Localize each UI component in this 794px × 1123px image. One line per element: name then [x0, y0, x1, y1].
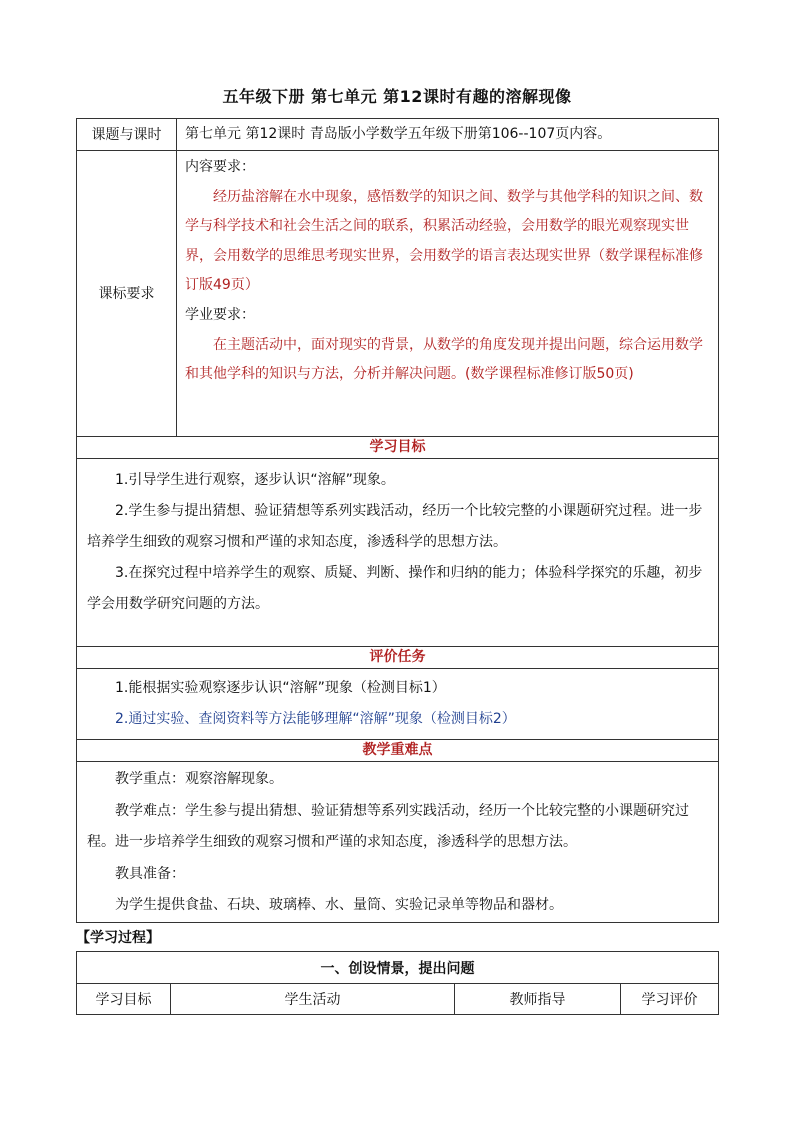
course-label: 课题与课时 — [91, 126, 162, 143]
evaluation-heading: 评价任务 — [77, 647, 719, 669]
key-points-cell — [77, 762, 719, 923]
key-points-row — [77, 762, 719, 923]
evaluation-item: 2.通过实验、查阅资料等方法能够理解“溶解”现象（检测目标2） — [115, 711, 516, 727]
course-label-cell — [77, 119, 177, 151]
standards-content-cell — [177, 151, 719, 437]
goals-heading-row — [77, 437, 719, 459]
learning-process-table — [76, 951, 719, 1015]
goals-heading: 学习目标 — [77, 437, 719, 459]
goals-row — [77, 459, 719, 647]
standards-label-cell — [77, 151, 177, 437]
evaluation-row — [77, 669, 719, 740]
process-section-row — [77, 952, 719, 984]
course-content-cell — [177, 119, 719, 151]
column-header: 学生活动 — [171, 984, 455, 1015]
process-section-title: 一、创设情景，提出问题 — [77, 952, 719, 984]
goal-item: 3.在探究过程中培养学生的观察、质疑、判断、操作和归纳的能力；体验科学探究的乐趣，初步学会用数学研究问题的方法。 — [87, 565, 703, 612]
goal-item: 1.引导学生进行观察，逐步认识“溶解”现象。 — [115, 472, 395, 488]
tools-text: 为学生提供食盐、石块、玻璃棒、水、量筒、实验记录单等物品和器材。 — [115, 897, 563, 913]
academic-requirements-text: 在主题活动中，面对现实的背景，从数学的角度发现并提出问题，综合运用数学和其他学科的知识与方法，分析并解决问题。(数学课程标准修订版50页) — [185, 336, 703, 383]
goal-item: 2.学生参与提出猜想、验证猜想等系列实践活动，经历一个比较完整的小课题研究过程。进一步培养学生细致的观察习惯和严谨的求知态度，渗透科学的思想方法。 — [87, 503, 703, 550]
column-header: 学习目标 — [77, 984, 171, 1015]
content-requirements-text: 经历盐溶解在水中现象，感悟数学的知识之间、数学与其他学科的知识之间、数学与科学技术和社会生活之间的联系，积累活动经验，会用数学的眼光观察现实世界，会用数学的思维思考现实世界，会用数学的语言表达现实世界（数学课程标准修订版49页） — [185, 188, 703, 294]
lesson-plan-table — [76, 118, 719, 923]
course-row — [77, 119, 719, 151]
column-header: 学习评价 — [621, 984, 719, 1015]
teaching-difficulty: 教学难点：学生参与提出猜想、验证猜想等系列实践活动，经历一个比较完整的小课题研究过程。进一步培养学生细致的观察习惯和严谨的求知态度，渗透科学的思想方法。 — [87, 802, 689, 850]
column-header: 教师指导 — [455, 984, 621, 1015]
page-title: 五年级下册 第七单元 第12课时有趣的溶解现像 — [222, 87, 572, 106]
teaching-focus: 教学重点：观察溶解现象。 — [115, 771, 283, 787]
learning-process-label: 【学习过程】 — [76, 930, 160, 946]
standards-row — [77, 151, 719, 437]
process-columns-row — [77, 984, 719, 1015]
academic-requirements-heading: 学业要求： — [185, 306, 255, 323]
evaluation-item: 1.能根据实验观察逐步认识“溶解”现象（检测目标1） — [115, 680, 446, 696]
key-points-heading: 教学重难点 — [77, 740, 719, 762]
evaluation-heading-row — [77, 647, 719, 669]
evaluation-cell — [77, 669, 719, 740]
goals-cell — [77, 459, 719, 647]
course-content: 第七单元 第12课时 青岛版小学数学五年级下册第106--107页内容。 — [185, 126, 612, 142]
content-requirements-heading: 内容要求： — [185, 159, 255, 175]
key-points-heading-row — [77, 740, 719, 762]
standards-label: 课标要求 — [98, 285, 155, 302]
tools-heading: 教具准备： — [115, 865, 185, 882]
